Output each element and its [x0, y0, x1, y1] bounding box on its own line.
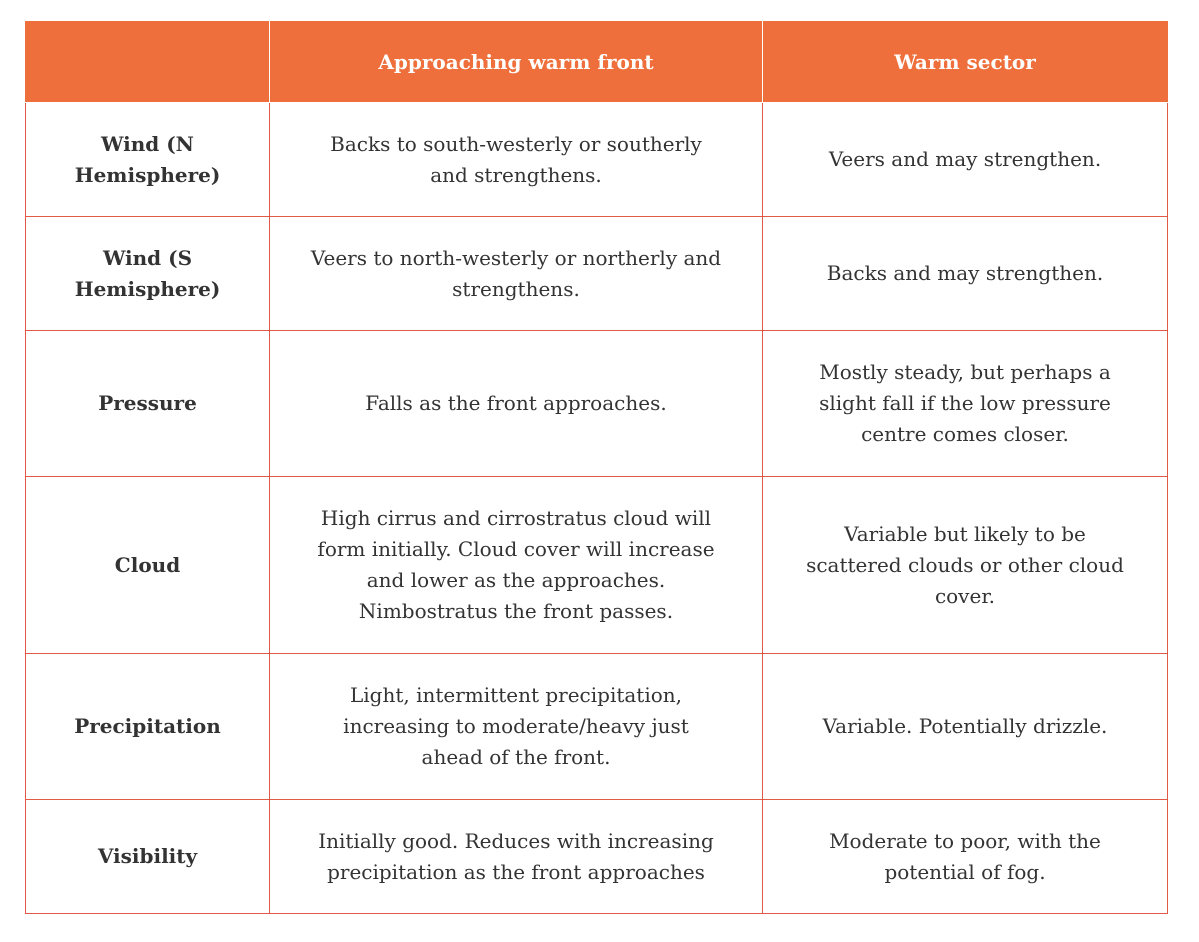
table-row [26, 800, 1168, 914]
row-label-cloud: Cloud [26, 477, 270, 654]
table-row [26, 331, 1168, 477]
table-row [26, 103, 1168, 217]
table-row [26, 217, 1168, 331]
warm-front-comparison-table [25, 21, 1168, 914]
cell-sector-wind-s: Backs and may strengthen. [763, 217, 1168, 331]
row-label-pressure: Pressure [26, 331, 270, 477]
table-row [26, 654, 1168, 800]
cell-sector-precipitation: Variable. Potentially drizzle. [763, 654, 1168, 800]
weather-table-container [25, 21, 1167, 914]
cell-approaching-visibility: Initially good. Reduces with increasing precipitation as the front approaches [270, 800, 763, 914]
cell-sector-visibility: Moderate to poor, with the potential of fog. [763, 800, 1168, 914]
cell-approaching-precipitation: Light, intermittent precipitation, increasing to moderate/heavy just ahead of the front. [270, 654, 763, 800]
cell-approaching-wind-s: Veers to north-westerly or northerly and strengthens. [270, 217, 763, 331]
header-empty-cell [26, 22, 270, 103]
header-approaching-warm-front: Approaching warm front [270, 22, 763, 103]
cell-approaching-cloud: High cirrus and cirrostratus cloud will form initially. Cloud cover will increase and lower as the approaches. Nimbostratus the front passes. [270, 477, 763, 654]
row-label-wind-s: Wind (S Hemisphere) [26, 217, 270, 331]
cell-approaching-wind-n: Backs to south-westerly or southerly and strengthens. [270, 103, 763, 217]
header-warm-sector: Warm sector [763, 22, 1168, 103]
cell-sector-cloud: Variable but likely to be scattered clouds or other cloud cover. [763, 477, 1168, 654]
row-label-precipitation: Precipitation [26, 654, 270, 800]
table-header [26, 22, 1168, 103]
table-row [26, 477, 1168, 654]
cell-approaching-pressure: Falls as the front approaches. [270, 331, 763, 477]
header-row [26, 22, 1168, 103]
cell-sector-pressure: Mostly steady, but perhaps a slight fall if the low pressure centre comes closer. [763, 331, 1168, 477]
cell-sector-wind-n: Veers and may strengthen. [763, 103, 1168, 217]
table-body [26, 103, 1168, 914]
row-label-wind-n: Wind (N Hemisphere) [26, 103, 270, 217]
row-label-visibility: Visibility [26, 800, 270, 914]
